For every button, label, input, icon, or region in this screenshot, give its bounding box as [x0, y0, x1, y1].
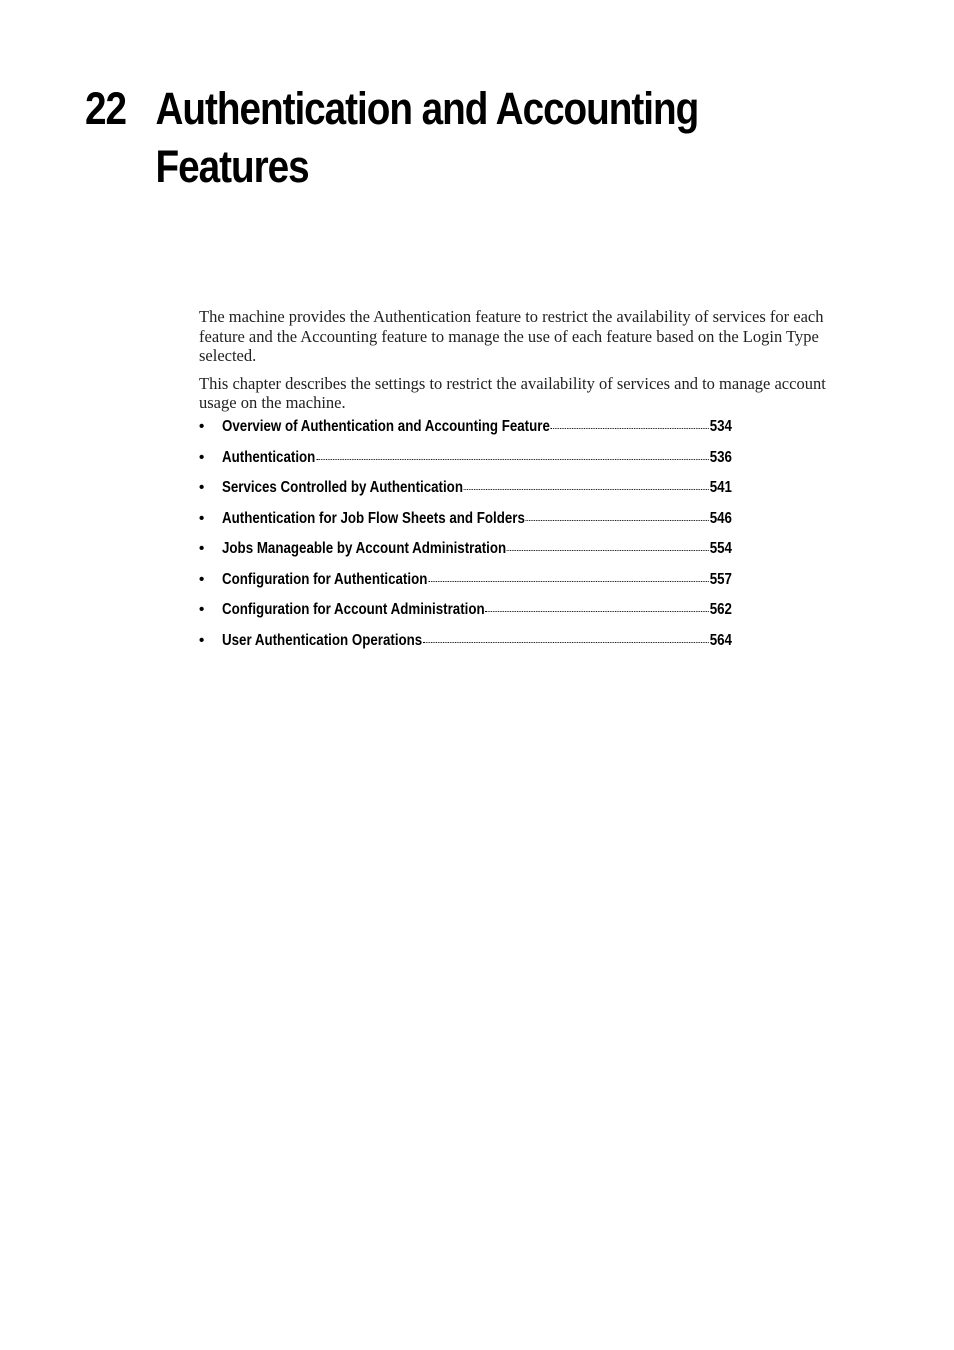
bullet-icon: •: [199, 448, 205, 466]
toc-item-overview[interactable]: [199, 418, 815, 449]
dot-leader: [428, 581, 709, 582]
toc-item-label[interactable]: User Authentication Operations: [222, 631, 423, 649]
bullet-icon: •: [199, 570, 205, 588]
toc-page-number[interactable]: 541: [709, 479, 732, 496]
toc-item-label[interactable]: Authentication for Job Flow Sheets and Folders: [222, 509, 525, 527]
chapter-number: 22: [85, 83, 126, 134]
dot-leader: [464, 489, 709, 490]
toc-item-label[interactable]: Authentication: [222, 448, 316, 466]
dot-leader: [485, 611, 708, 612]
bullet-icon: •: [199, 540, 205, 557]
toc-item-config-account-admin[interactable]: [199, 601, 815, 632]
intro-paragraph: The machine provides the Authentication feature to restrict the availability of services for each feature and the Accounting feature to manage the use of each feature based on the Login Type selected.: [199, 307, 824, 366]
dot-leader: [526, 520, 709, 521]
chapter-heading: [85, 80, 790, 196]
toc-item-label[interactable]: Services Controlled by Authentication: [222, 479, 463, 496]
chapter-contents-list: [199, 418, 815, 662]
bullet-icon: •: [199, 631, 205, 649]
dot-leader: [316, 459, 709, 460]
toc-page-number[interactable]: 536: [709, 448, 732, 466]
toc-page-number[interactable]: 564: [709, 631, 732, 649]
toc-item-label[interactable]: Configuration for Account Administration: [222, 601, 485, 618]
toc-item-user-auth-operations[interactable]: [199, 632, 815, 663]
toc-page-number[interactable]: 557: [709, 570, 732, 588]
intro-paragraph: This chapter describes the settings to restrict the availability of services and to manage account usage on the machine.: [199, 373, 826, 413]
toc-item-services-controlled[interactable]: [199, 479, 815, 510]
bullet-icon: •: [199, 479, 205, 496]
toc-page-number[interactable]: 534: [709, 418, 732, 435]
toc-item-config-authentication[interactable]: [199, 571, 815, 602]
bullet-icon: •: [199, 509, 205, 527]
toc-page-number[interactable]: 554: [709, 540, 732, 557]
bullet-icon: •: [199, 601, 205, 618]
dot-leader: [423, 642, 709, 643]
toc-item-label[interactable]: Jobs Manageable by Account Administration: [222, 540, 507, 557]
toc-page-number[interactable]: 546: [709, 509, 732, 527]
dot-leader: [551, 428, 709, 429]
toc-item-job-flow-sheets[interactable]: [199, 510, 815, 541]
chapter-title: Authentication and Accounting Features: [155, 83, 699, 192]
toc-item-jobs-manageable[interactable]: [199, 540, 815, 571]
chapter-introduction: [199, 307, 859, 421]
bullet-icon: •: [199, 418, 205, 435]
toc-item-authentication[interactable]: [199, 449, 815, 480]
toc-page-number[interactable]: 562: [709, 601, 732, 618]
toc-item-label[interactable]: Configuration for Authentication: [222, 570, 428, 588]
toc-item-label[interactable]: Overview of Authentication and Accounting Feature: [222, 418, 550, 435]
dot-leader: [507, 550, 709, 551]
